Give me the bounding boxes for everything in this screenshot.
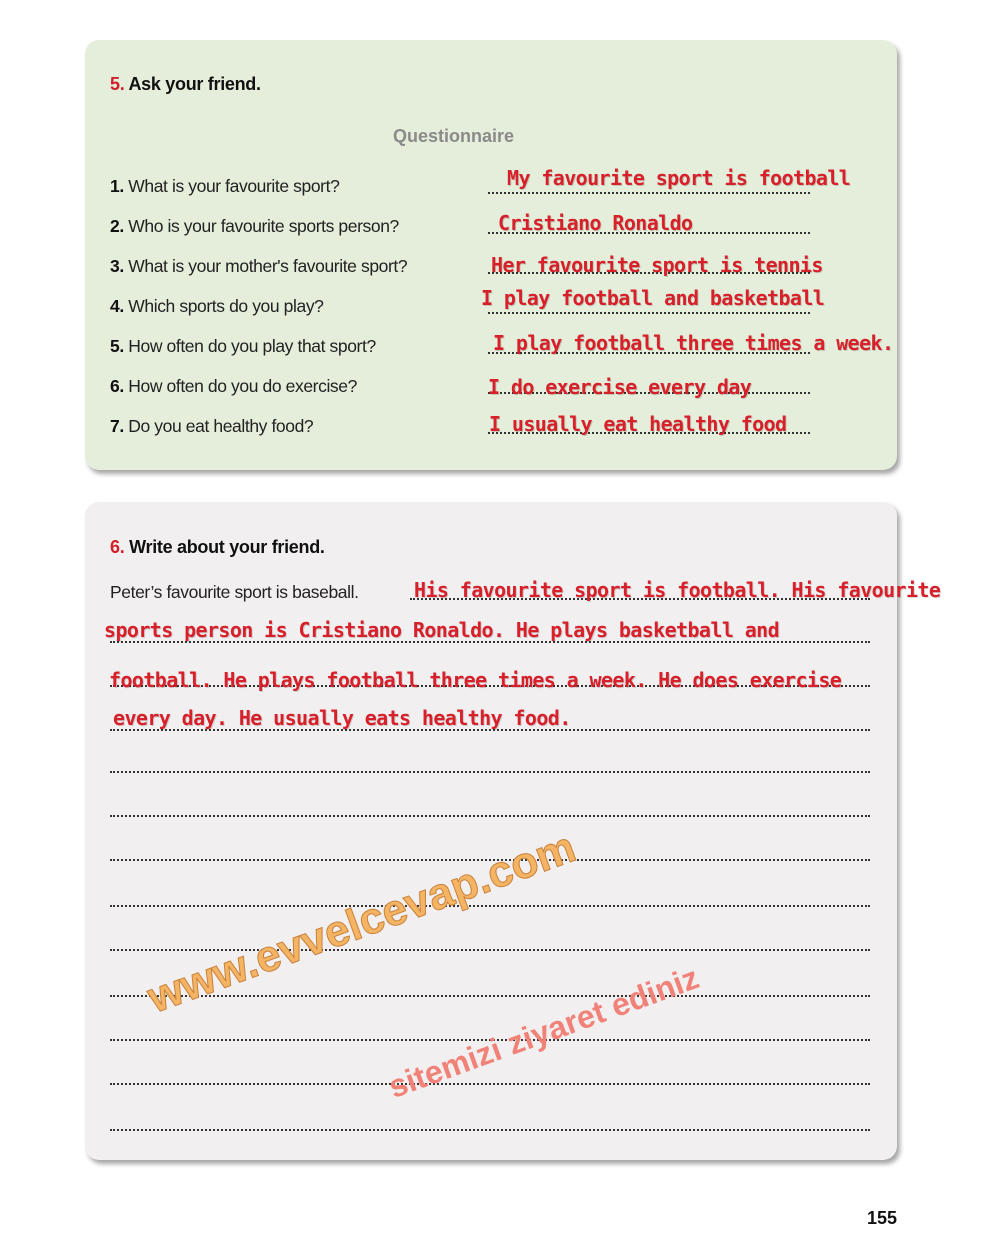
question-4 <box>110 296 324 317</box>
writing-line <box>110 771 870 773</box>
question-text: Which sports do you play? <box>128 296 324 316</box>
exercise-title: Ask your friend. <box>128 74 261 94</box>
answer-5[interactable]: I play football three times a week. <box>493 331 894 355</box>
question-text: What is your favourite sport? <box>128 176 340 196</box>
question-text: How often do you do exercise? <box>128 376 357 396</box>
question-number: 3. <box>110 256 124 276</box>
writing-line <box>110 1129 870 1131</box>
answer-2[interactable]: Cristiano Ronaldo <box>498 211 693 235</box>
page-number: 155 <box>866 1208 897 1228</box>
question-3 <box>110 256 407 277</box>
question-text: Who is your favourite sports person? <box>128 216 399 236</box>
answer-6[interactable]: I do exercise every day <box>488 375 752 399</box>
question-7 <box>110 416 313 437</box>
question-text: What is your mother's favourite sport? <box>128 256 408 276</box>
question-number: 7. <box>110 416 124 436</box>
question-number: 1. <box>110 176 124 196</box>
answer-1[interactable]: My favourite sport is football <box>507 166 851 190</box>
questionnaire-title: Questionnaire <box>393 126 515 146</box>
answer-3[interactable]: Her favourite sport is tennis <box>491 253 823 277</box>
answer-line <box>488 312 810 314</box>
question-number: 5. <box>110 336 124 356</box>
question-text: How often do you play that sport? <box>128 336 376 356</box>
writing-line <box>110 859 870 861</box>
question-6 <box>110 376 357 397</box>
question-number: 6. <box>110 376 124 396</box>
written-answer-line[interactable]: every day. He usually eats healthy food. <box>113 706 571 730</box>
question-5 <box>110 336 376 357</box>
question-text: Do you eat healthy food? <box>128 416 314 436</box>
watermark-main: www.evvelcevap.com <box>141 822 582 1023</box>
exercise-title: Write about your friend. <box>129 537 325 557</box>
writing-line <box>110 1039 870 1041</box>
question-number: 4. <box>110 296 124 316</box>
answer-4[interactable]: I play football and basketball <box>481 286 825 310</box>
writing-line <box>110 815 870 817</box>
question-2 <box>110 216 399 237</box>
writing-line <box>110 995 870 997</box>
exercise-6-heading <box>110 537 325 558</box>
question-number: 2. <box>110 216 124 236</box>
answer-line <box>488 192 810 194</box>
exercise-5-heading <box>110 74 261 95</box>
writing-line <box>110 1083 870 1085</box>
exercise-number: 5. <box>110 74 125 94</box>
watermark-secondary: sitemizi ziyaret ediniz <box>383 959 704 1105</box>
writing-line <box>110 949 870 951</box>
written-answer-line[interactable]: sports person is Cristiano Ronaldo. He plays basketball and <box>104 618 780 642</box>
example-sentence: Peter’s favourite sport is baseball. <box>110 582 359 602</box>
question-1 <box>110 176 339 197</box>
written-answer-line[interactable]: football. He plays football three times a week. He does exercise <box>109 668 842 692</box>
exercise-number: 6. <box>110 537 125 557</box>
written-answer-line[interactable]: His favourite sport is football. His favourite <box>414 578 941 602</box>
writing-line <box>110 905 870 907</box>
answer-7[interactable]: I usually eat healthy food <box>489 412 787 436</box>
